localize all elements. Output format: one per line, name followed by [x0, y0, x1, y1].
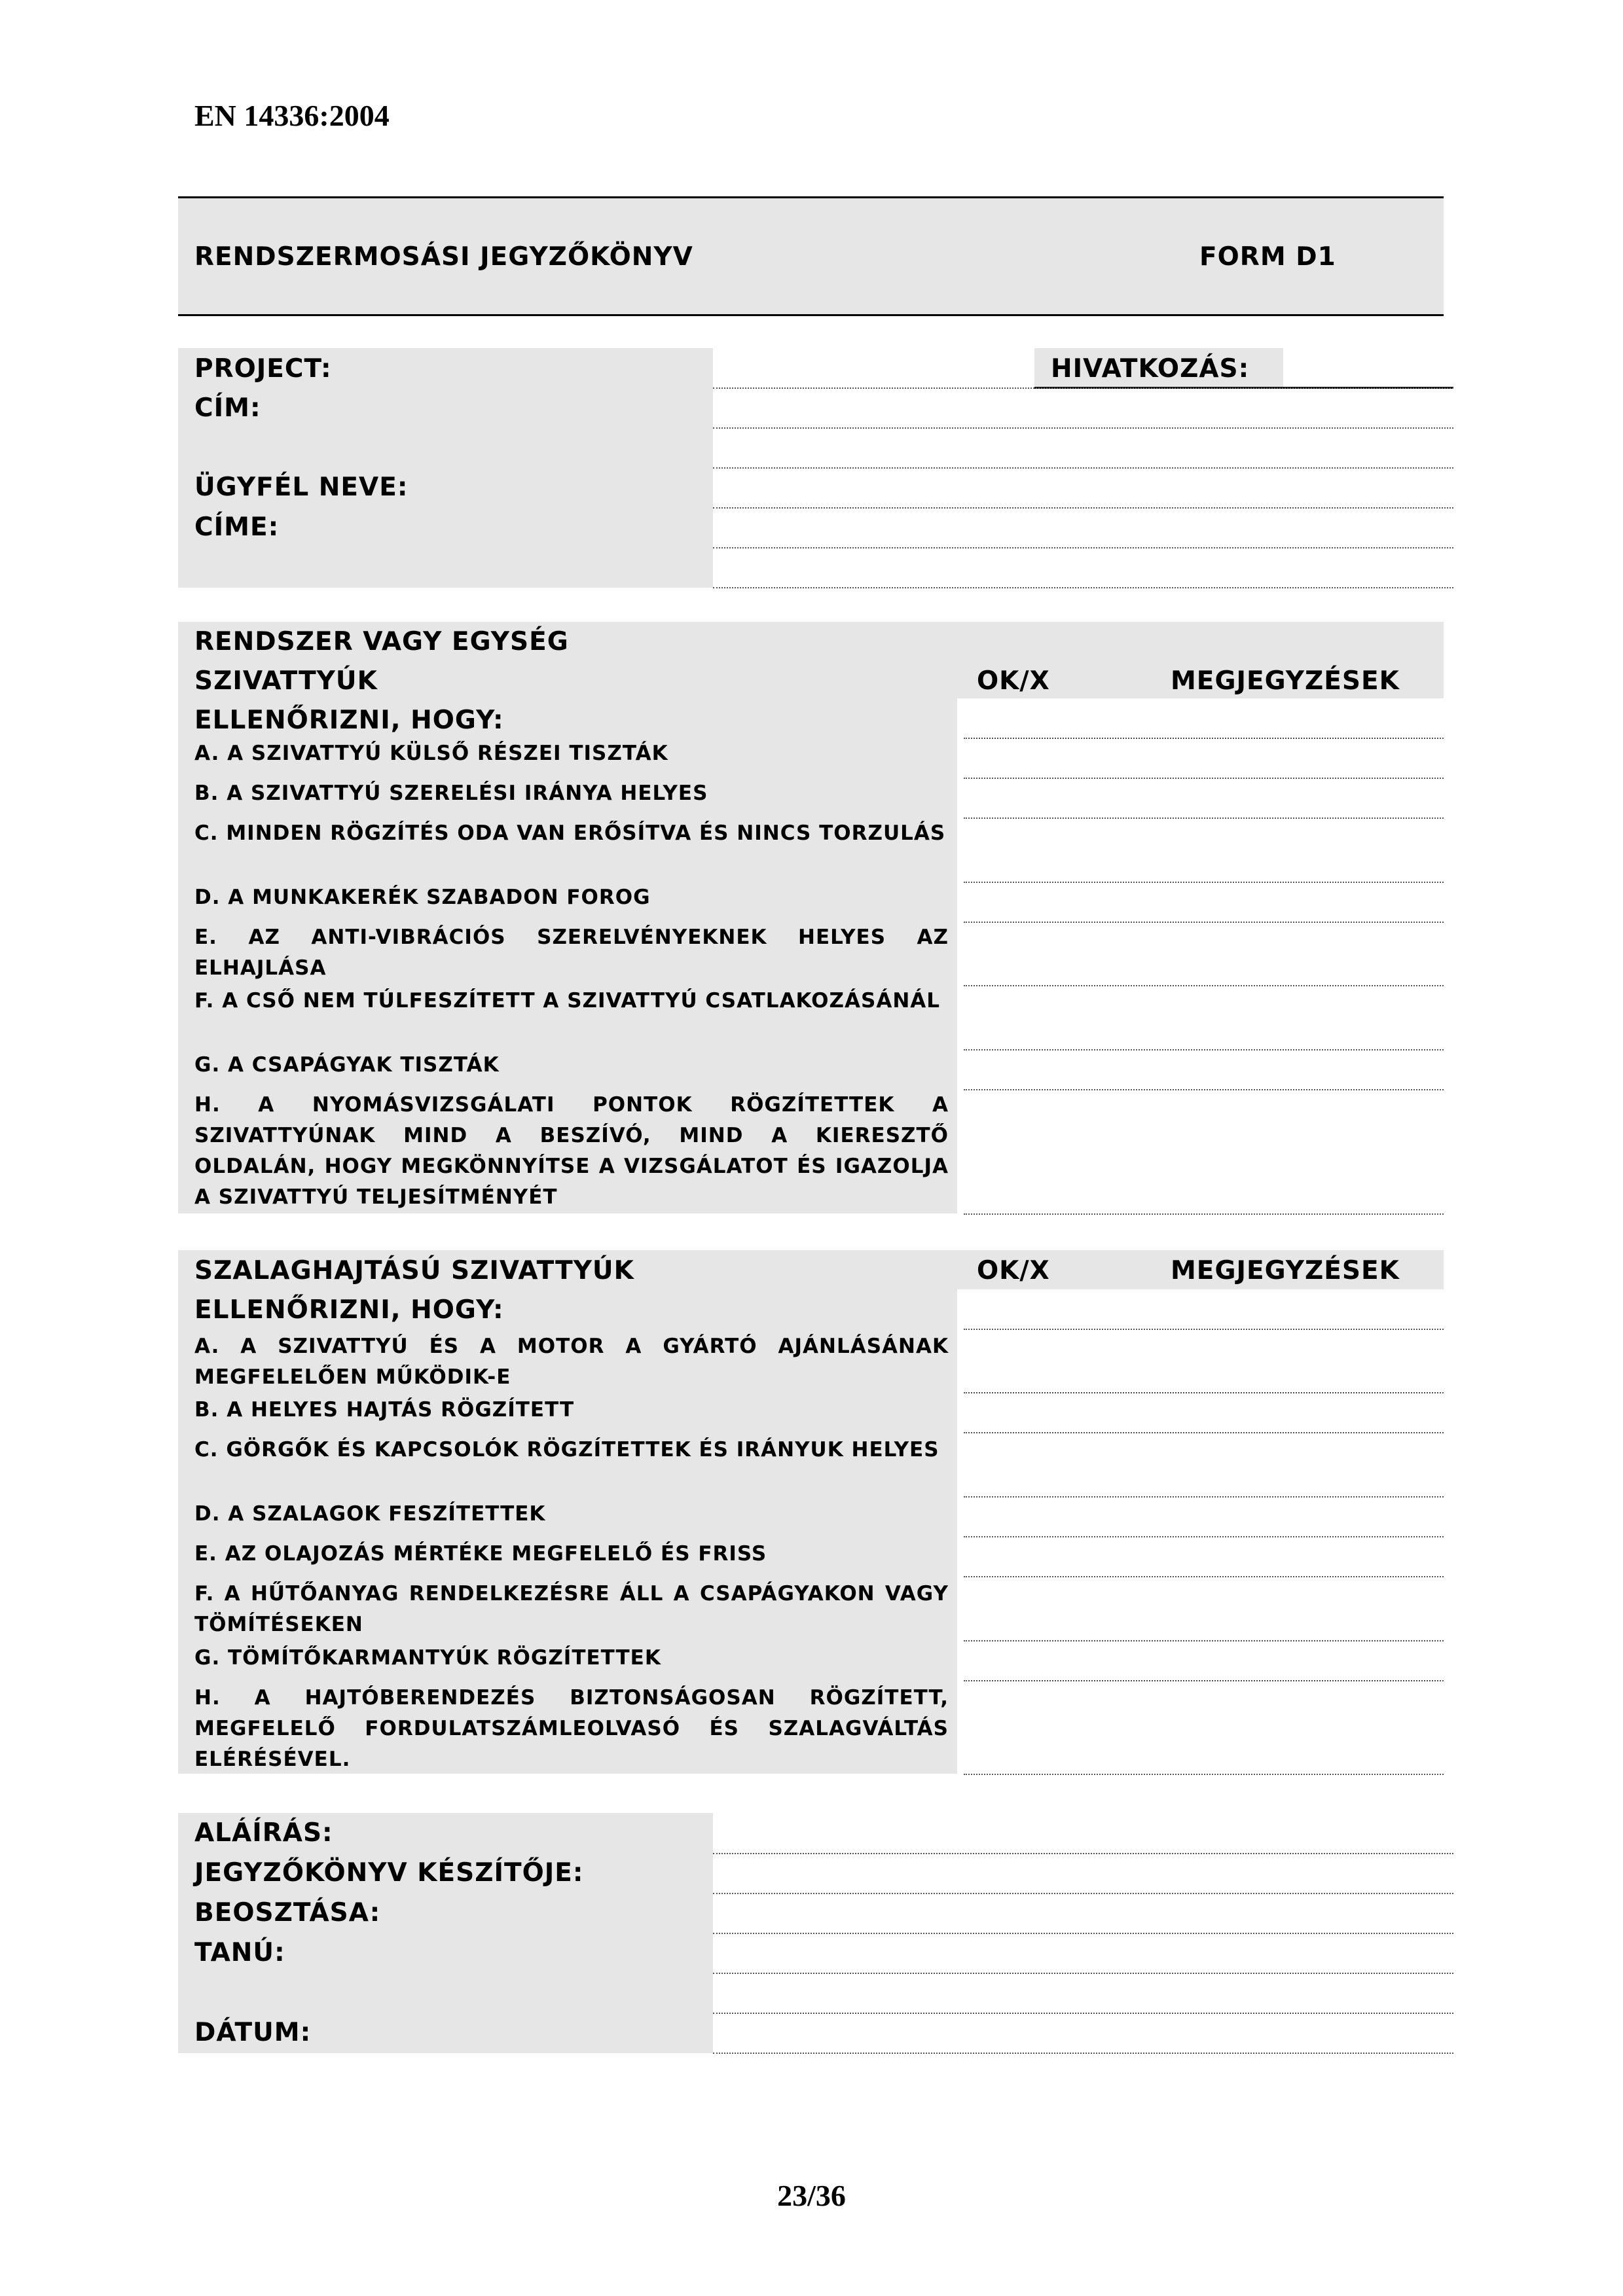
pumps-row-line[interactable]	[964, 1089, 1444, 1090]
pumps-row-line[interactable]	[964, 922, 1444, 923]
client-name-entry-line[interactable]	[713, 507, 1453, 509]
project-label-panel	[178, 348, 713, 588]
belt-item-c: C. GÖRGŐK ÉS KAPCSOLÓK RÖGZÍTETTEK ÉS IRÁNYUK HELYES	[194, 1438, 939, 1462]
form-title: RENDSZERMOSÁSI JEGYZŐKÖNYV	[194, 242, 693, 272]
address-label: CÍM:	[194, 393, 261, 423]
belt-item-h: H. A HAJTÓBERENDEZÉS BIZTONSÁGOSAN RÖGZÍTETT, MEGFELELŐ FORDULATSZÁMLEOLVASÓ ÉS SZALAGVÁLTÁS ELÉRÉSÉVEL.	[194, 1686, 949, 1771]
position-entry-line[interactable]	[713, 1933, 1453, 1934]
pumps-title-line2: SZIVATTYÚK	[194, 666, 378, 696]
client-address-entry-line[interactable]	[713, 547, 1453, 548]
reference-label: HIVATKOZÁS:	[1051, 354, 1250, 384]
address-entry-line-2[interactable]	[713, 467, 1453, 469]
recorder-label: JEGYZŐKÖNYV KÉSZÍTŐJE:	[194, 1858, 584, 1888]
signature-label-panel	[178, 1813, 713, 2053]
pumps-row-line[interactable]	[964, 1049, 1444, 1050]
project-entry-line[interactable]	[713, 387, 1453, 389]
pumps-item-a: A. A SZIVATTYÚ KÜLSŐ RÉSZEI TISZTÁK	[194, 742, 668, 765]
position-label: BEOSZTÁSA:	[194, 1898, 381, 1928]
title-bottom-rule	[178, 314, 1444, 316]
pumps-row-line[interactable]	[964, 817, 1444, 819]
pumps-item-e: E. AZ ANTI-VIBRÁCIÓS SZERELVÉNYEKNEK HELYES AZ ELHAJLÁSA	[194, 925, 949, 980]
pumps-title-line1: RENDSZER VAGY EGYSÉG	[194, 627, 569, 656]
belt-row-line[interactable]	[964, 1680, 1444, 1681]
standard-id: EN 14336:2004	[194, 99, 390, 132]
pumps-row-line[interactable]	[964, 882, 1444, 883]
pumps-item-f: F. A CSŐ NEM TÚLFESZÍTETT A SZIVATTYÚ CSATLAKOZÁSÁNÁL	[194, 989, 941, 1013]
pumps-item-h: H. A NYOMÁSVIZSGÁLATI PONTOK RÖGZÍTETTEK A SZIVATTYÚNAK MIND A BESZÍVÓ, MIND A KIERESZTŐ OLDALÁN, HOGY MEGKÖNNYÍTSE A VIZSGÁLATOT ÉS IGAZOLJA A SZIVATTYÚ TELJESÍTMÉNYÉT	[194, 1093, 949, 1209]
date-label: DÁTUM:	[194, 2018, 312, 2047]
belt-row-line[interactable]	[964, 1640, 1444, 1641]
signature-label: ALÁÍRÁS:	[194, 1818, 333, 1848]
pumps-item-c: C. MINDEN RÖGZÍTÉS ODA VAN ERŐSÍTVA ÉS NINCS TORZULÁS	[194, 821, 946, 845]
pumps-row-line[interactable]	[964, 778, 1444, 779]
belt-row-line[interactable]	[964, 1392, 1444, 1393]
belt-row-line[interactable]	[964, 1576, 1444, 1577]
date-entry-line[interactable]	[713, 2053, 1453, 2054]
belt-item-a: A. A SZIVATTYÚ ÉS A MOTOR A GYÁRTÓ AJÁNLÁSÁNAK MEGFELELŐEN MŰKÖDIK-E	[194, 1335, 949, 1389]
belt-col-ok: OK/X	[977, 1256, 1050, 1285]
pumps-check-label: ELLENŐRIZNI, HOGY:	[194, 706, 504, 735]
pumps-row-line[interactable]	[964, 1213, 1444, 1215]
belt-item-d: D. A SZALAGOK FESZÍTETTEK	[194, 1502, 546, 1526]
client-address-label: CÍME:	[194, 512, 280, 542]
belt-check-label: ELLENŐRIZNI, HOGY:	[194, 1295, 504, 1325]
belt-col-notes: MEGJEGYZÉSEK	[1171, 1256, 1400, 1285]
belt-row-line[interactable]	[964, 1536, 1444, 1537]
project-label: PROJECT:	[194, 354, 332, 384]
address-entry-line[interactable]	[713, 427, 1453, 429]
belt-item-f: F. A HŰTŐANYAG RENDELKEZÉSRE ÁLL A CSAPÁGYAKON VAGY TÖMÍTÉSEKEN	[194, 1582, 949, 1636]
belt-row-line[interactable]	[964, 1432, 1444, 1433]
recorder-entry-line[interactable]	[713, 1893, 1453, 1894]
belt-row-line[interactable]	[964, 1329, 1444, 1330]
belt-item-b: B. A HELYES HAJTÁS RÖGZÍTETT	[194, 1398, 575, 1422]
pumps-col-ok: OK/X	[977, 666, 1050, 696]
page-number: 23/36	[777, 2179, 846, 2212]
belt-title: SZALAGHAJTÁSÚ SZIVATTYÚK	[194, 1256, 634, 1285]
belt-item-e: E. AZ OLAJOZÁS MÉRTÉKE MEGFELELŐ ÉS FRISS	[194, 1542, 767, 1566]
belt-row-line[interactable]	[964, 1774, 1444, 1775]
belt-row-line[interactable]	[964, 1496, 1444, 1498]
pumps-col-notes: MEGJEGYZÉSEK	[1171, 666, 1400, 696]
pumps-row-line[interactable]	[964, 738, 1444, 739]
belt-item-g: G. TÖMÍTŐKARMANTYÚK RÖGZÍTETTEK	[194, 1646, 661, 1670]
signature-entry-line[interactable]	[713, 1853, 1453, 1854]
client-name-label: ÜGYFÉL NEVE:	[194, 473, 409, 502]
pumps-row-line[interactable]	[964, 985, 1444, 986]
pumps-item-d: D. A MUNKAKERÉK SZABADON FOROG	[194, 886, 651, 909]
witness-entry-line-2[interactable]	[713, 2013, 1453, 2014]
pumps-item-b: B. A SZIVATTYÚ SZERELÉSI IRÁNYA HELYES	[194, 781, 708, 805]
client-address-entry-line-2[interactable]	[713, 587, 1453, 588]
form-number: FORM D1	[1199, 242, 1336, 272]
pumps-item-g: G. A CSAPÁGYAK TISZTÁK	[194, 1053, 500, 1077]
witness-label: TANÚ:	[194, 1938, 285, 1967]
witness-entry-line[interactable]	[713, 1973, 1453, 1974]
